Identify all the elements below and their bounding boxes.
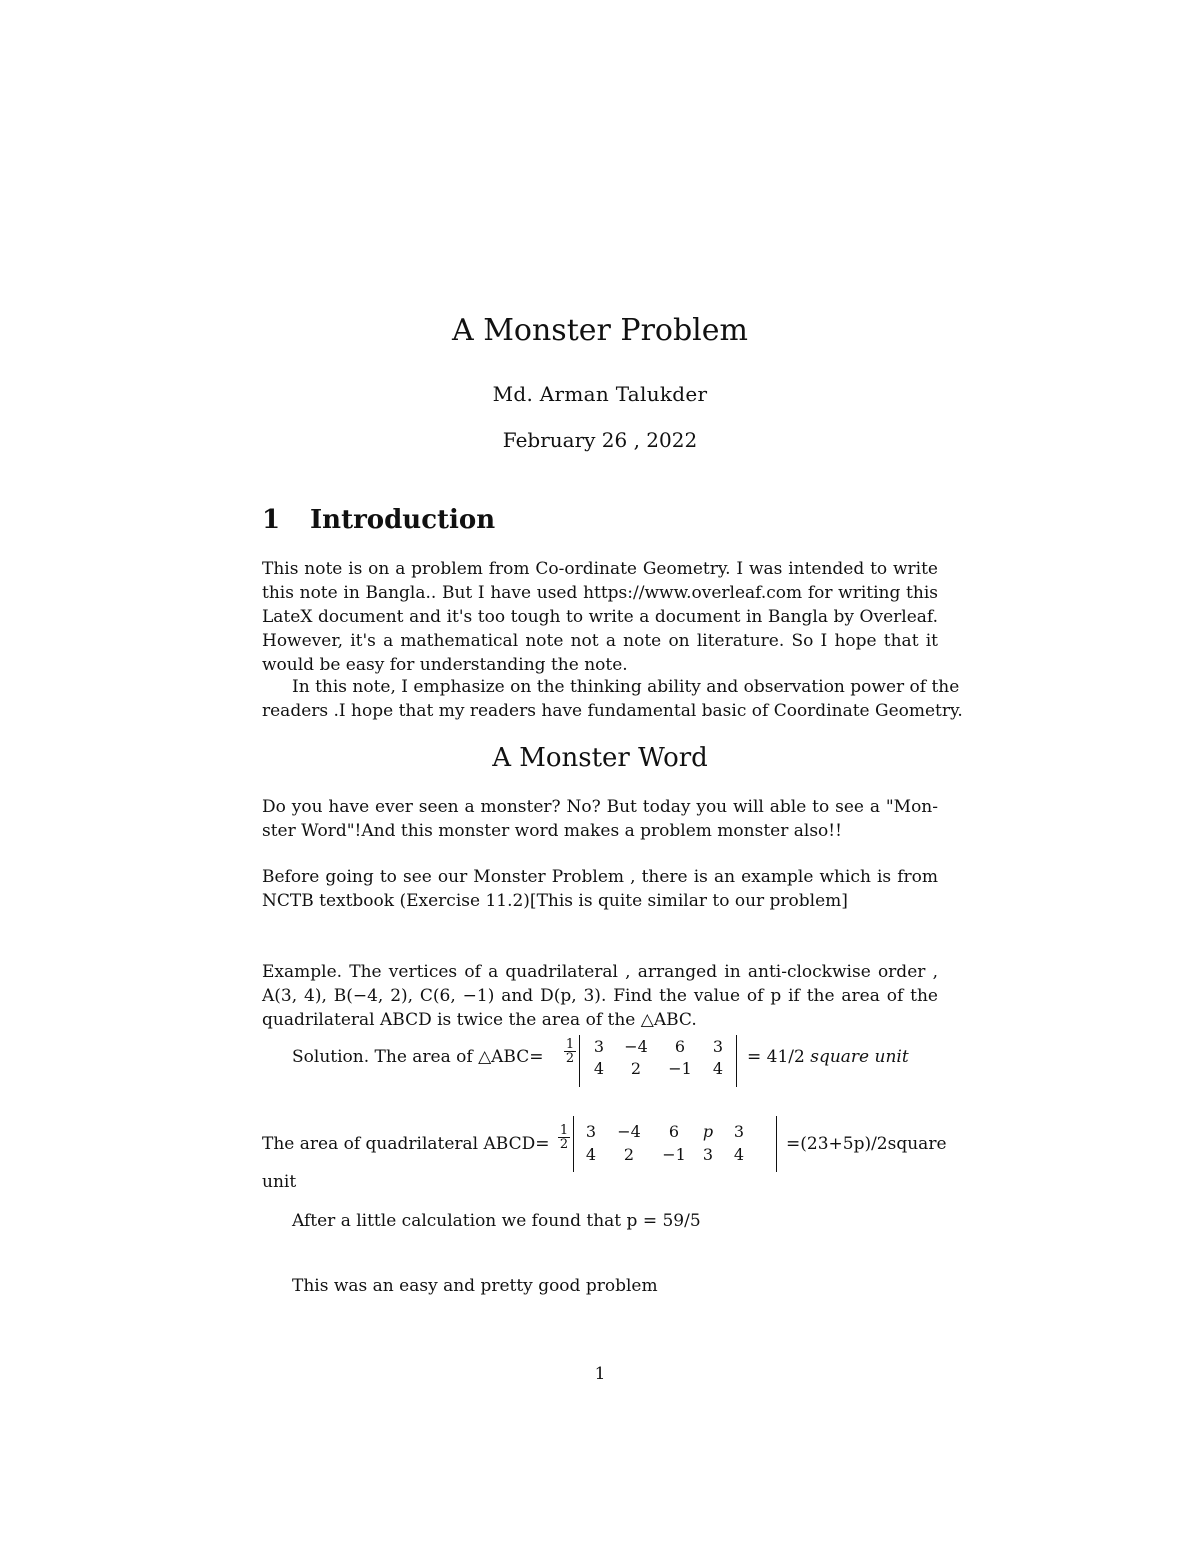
det-cell: 6 [674,1037,686,1056]
intro-paragraph-1 [262,557,938,677]
det-cell: −1 [668,1059,692,1078]
calculation-line: After a little calculation we found that p = 59/5 [292,1211,701,1231]
example-block [262,960,938,1032]
intro-paragraph-2 [262,675,963,723]
result-unit: square unit [810,1047,909,1067]
paragraph-line: This note is on a problem from Co-ordinate Geometry. I was intended to write [262,559,938,579]
paragraph-line: Before going to see our Monster Problem , there is an example which is from [262,867,938,887]
example-line: quadrilateral ABCD is twice the area of the △ABC. [262,1010,697,1030]
solution-prefix: Solution. The area of △ABC= [292,1047,544,1067]
quad-unit: unit [262,1172,297,1192]
det-cell: p [702,1122,714,1141]
solution-result [747,1047,909,1067]
det-cell: 2 [623,1145,635,1164]
det-cell: 4 [712,1059,724,1078]
paragraph-line: ster Word"!And this monster word makes a problem monster also!! [262,821,842,841]
example-line: Example. The vertices of a quadrilateral , arranged in anti-clockwise order , [262,962,938,982]
det-cell: 3 [702,1145,714,1164]
det-cell: 3 [593,1037,605,1056]
closing-line: This was an easy and pretty good problem [292,1276,658,1296]
det-cell: −4 [624,1037,648,1056]
page-number: 1 [594,1364,606,1384]
det-cell: 6 [668,1122,680,1141]
paragraph-line: readers .I hope that my readers have fundamental basic of Coordinate Geometry. [262,701,963,721]
paragraph-line: LateX document and it's too tough to write a document in Bangla by Overleaf. [262,607,938,627]
quad-result: =(23+5p)/2square [786,1134,947,1154]
document-title: A Monster Problem [452,313,748,348]
paragraph-line: In this note, I emphasize on the thinking ability and observation power of the [292,677,960,697]
result-value: = 41/2 [747,1047,805,1067]
det-cell: −4 [617,1122,641,1141]
det-cell: 3 [585,1122,597,1141]
half-fraction [564,1038,576,1066]
determinant-right-bar [776,1116,777,1172]
paragraph-line: this note in Bangla.. But I have used https://www.overleaf.com for writing this [262,583,938,603]
det-cell: 4 [733,1145,745,1164]
half-fraction [558,1124,570,1152]
det-cell: −1 [662,1145,686,1164]
subsection-heading: A Monster Word [492,743,708,773]
document-author: Md. Arman Talukder [492,382,708,406]
fraction-denominator: 2 [559,1137,569,1152]
determinant-right-bar [736,1035,737,1087]
det-cell: 3 [733,1122,745,1141]
paragraph-line: Do you have ever seen a monster? No? But today you will able to see a "Mon- [262,797,938,817]
det-cell: 2 [630,1059,642,1078]
fraction-denominator: 2 [565,1051,575,1066]
section-number: 1 [262,505,281,535]
det-cell: 4 [593,1059,605,1078]
document-date: February 26 , 2022 [502,428,698,452]
paragraph-line: NCTB textbook (Exercise 11.2)[This is quite similar to our problem] [262,891,848,911]
monster-paragraph-2 [262,865,938,913]
det-cell: 4 [585,1145,597,1164]
paragraph-line: However, it's a mathematical note not a note on literature. So I hope that it [262,631,938,651]
determinant-left-bar [573,1116,574,1172]
section-title: Introduction [310,505,496,535]
determinant-left-bar [579,1035,580,1087]
quad-prefix: The area of quadrilateral ABCD= [262,1134,550,1154]
monster-paragraph-1 [262,795,938,843]
det-cell: 3 [712,1037,724,1056]
example-line: A(3, 4), B(−4, 2), C(6, −1) and D(p, 3). Find the value of p if the area of the [262,986,938,1006]
paragraph-line: would be easy for understanding the note. [262,655,628,675]
fraction-numerator: 1 [559,1123,569,1138]
fraction-numerator: 1 [565,1037,575,1052]
